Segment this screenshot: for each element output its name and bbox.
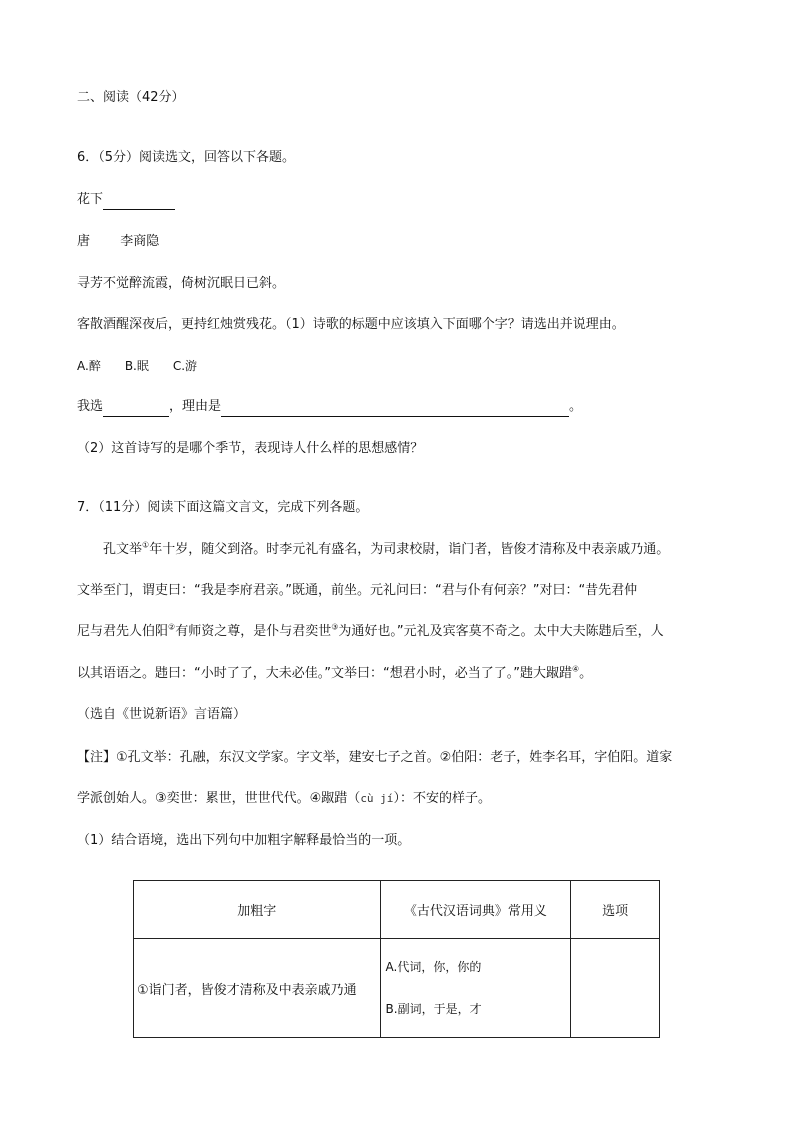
poem-dynasty: 唐 <box>77 234 91 249</box>
notes-text: 学派创始人。③奕世：累世，世世代代。④踧踖（ <box>77 791 361 806</box>
passage-text: 年十岁，随父到洛。时李元礼有盛名，为司隶校尉，诣门者，皆俊才清称及中表亲戚乃通。 <box>149 542 670 557</box>
question-7-1: （1）结合语境，选出下列句中加粗字解释最恰当的一项。 <box>77 833 411 848</box>
notes-line-1: 【注】①孔文举：孔融，东汉文学家。字文举，建安七子之首。②伯阳：老子，姓李名耳，字伯阳。道家 <box>77 750 673 765</box>
passage-text: 为通好也。”元礼及宾客莫不奇之。太中大夫陈韪后至，人 <box>338 624 664 639</box>
table-row <box>134 939 660 1038</box>
passage-line-3 <box>77 622 664 642</box>
reason-label: ，理由是 <box>169 399 222 414</box>
question-7-intro: 7．（11分）阅读下面这篇文言文，完成下列各题。 <box>77 500 369 515</box>
passage-text: 孔文举 <box>103 542 143 557</box>
section-title: 二、阅读（42分） <box>77 90 185 105</box>
notes-text: ）：不安的样子。 <box>393 791 491 806</box>
answer-options: A.醉 B.眠 C.游 <box>77 359 198 373</box>
header-dictionary-meaning: 《古代汉语词典》常用义 <box>380 881 571 939</box>
row-sentence: ①诣门者，皆俊才清称及中表亲戚乃通 <box>134 939 381 1038</box>
passage-line-4 <box>77 664 592 684</box>
title-blank[interactable] <box>103 195 175 210</box>
note-marker-3: ③ <box>331 622 339 632</box>
meaning-a: A.代词，你，你的 <box>385 960 482 974</box>
answer-line <box>77 397 582 417</box>
option-answer-cell[interactable] <box>571 939 660 1038</box>
passage-line-1 <box>103 540 669 560</box>
header-bold-char: 加粗字 <box>134 881 381 939</box>
poem-line-2: 客散酒醒深夜后，更持红烛赏残花。 <box>77 317 286 332</box>
passage-text: 。 <box>579 666 593 681</box>
meaning-b: B.副词，于是，才 <box>385 1002 482 1016</box>
passage-text: 有师资之尊，是仆与君奕世 <box>175 624 332 639</box>
note-marker-2: ② <box>168 622 176 632</box>
question-6-intro: 6．（5分）阅读选文，回答以下各题。 <box>77 150 296 165</box>
answer-period: 。 <box>569 399 583 414</box>
reason-blank[interactable] <box>221 402 569 417</box>
poem-title-line <box>77 190 175 210</box>
passage-source: （选自《世说新语》言语篇） <box>77 707 247 722</box>
passage-text: 尼与君先人伯阳 <box>77 624 169 639</box>
question-6-2: （2）这首诗写的是哪个季节，表现诗人什么样的思想感情？ <box>77 441 424 456</box>
vocab-table <box>133 880 660 1038</box>
choose-label: 我选 <box>77 399 104 414</box>
table-header-row <box>134 881 660 939</box>
header-option: 选项 <box>571 881 660 939</box>
passage-text: 以其语语之。韪曰：“小时了了，大未必佳。”文举曰：“想君小时，必当了了。”韪大踧踖 <box>77 666 572 681</box>
note-marker-4: ④ <box>571 664 580 674</box>
pinyin: cù jí <box>360 792 394 805</box>
question-6-1: （1）诗歌的标题中应该填入下面哪个字？请选出并说理由。 <box>285 317 625 332</box>
notes-line-2 <box>77 789 491 809</box>
poem-author: 李商隐 <box>120 234 160 249</box>
poem-line-2-and-q1 <box>77 315 625 335</box>
choice-blank[interactable] <box>103 402 169 417</box>
poem-line-1: 寻芳不觉醉流霞，倚树沉眠日已斜。 <box>77 276 286 291</box>
row-meanings <box>380 939 571 1038</box>
passage-line-2: 文举至门，谓吏曰：“我是李府君亲。”既通，前坐。元礼问曰：“君与仆有何亲？”对曰：“昔先君仲 <box>77 583 638 598</box>
poem-title: 花下 <box>77 192 104 207</box>
note-marker-1: ① <box>142 540 150 550</box>
poem-byline <box>77 232 159 252</box>
